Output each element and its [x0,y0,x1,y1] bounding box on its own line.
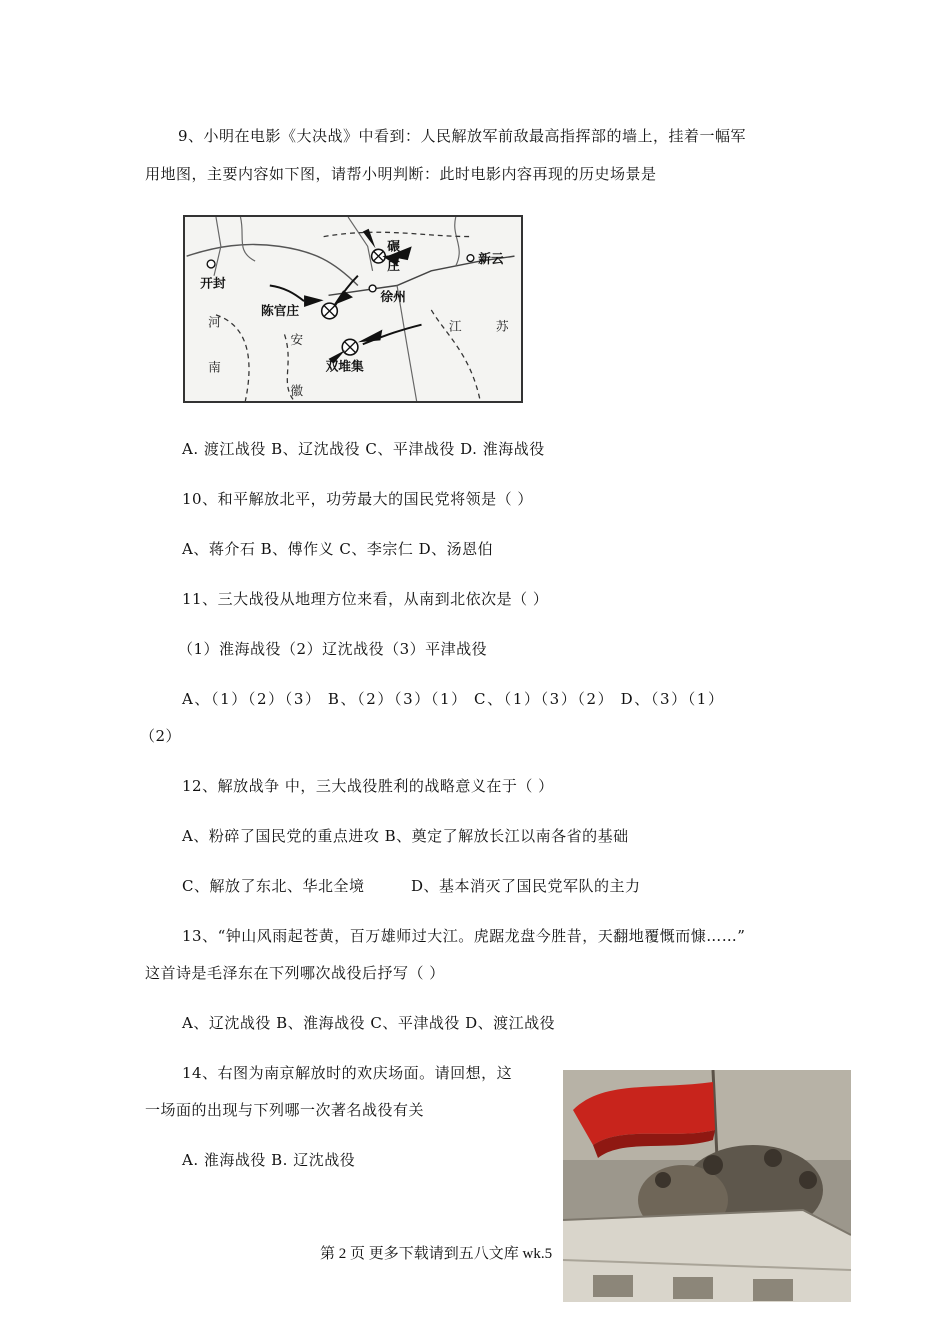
q11-options-line2: （2） [140,727,182,745]
q10-stem: 10、和平解放北平，功劳最大的国民党将领是（ ） [182,490,533,508]
q14-stem-line1: 14、右图为南京解放时的欢庆场面。请回想，这 [182,1064,513,1082]
map-label-nianzhuang-2: 庄 [387,257,400,273]
map-label-nan: 南 [208,359,221,375]
q9-stem-line2: 用地图，主要内容如下图，请帮小明判断：此时电影内容再现的历史场景是 [145,165,657,183]
map-label-kaifeng: 开封 [200,275,226,291]
q12-stem: 12、解放战争 中，三大战役胜利的战略意义在于（ ） [182,777,554,795]
q13-stem-line2: 这首诗是毛泽东在下列哪次战役后抒写（ ） [145,964,445,982]
q13-options: A、辽沈战役 B、淮海战役 C、平津战役 D、渡江战役 [182,1014,556,1032]
map-label-an: 安 [290,332,304,348]
nanjing-liberation-photo [563,1070,851,1302]
map-label-jiang: 江 [448,318,462,334]
q11-items: （1）淮海战役（2）辽沈战役（3）平津战役 [178,640,488,658]
map-label-xinanyun: 新云 [478,251,504,266]
q11-stem: 11、三大战役从地理方位来看，从南到北依次是（ ） [182,590,549,608]
map-label-he: 河 [208,314,221,330]
q9-options: A. 渡江战役 B、辽沈战役 C、平津战役 D. 淮海战役 [182,440,545,458]
map-label-chenguanzhuang: 陈官庄 [261,302,300,318]
q12-options-line1: A、粉碎了国民党的重点进攻 B、奠定了解放长江以南各省的基础 [182,827,629,845]
map-label-su: 苏 [495,318,509,334]
q14-stem-line2: 一场面的出现与下列哪一次著名战役有关 [145,1101,425,1119]
map-label-xuzhou: 徐州 [380,289,406,305]
q9-stem-line1: 9、小明在电影《大决战》中看到：人民解放军前敌最高指挥部的墙上，挂着一幅军 [178,127,747,145]
q11-options-line1: A、（1）（2）（3） B、（2）（3）（1） C、（1）（3）（2） D、（3）（1） [182,690,725,708]
q14-options: A. 淮海战役 B. 辽沈战役 [182,1151,356,1169]
q10-options: A、蒋介石 B、傅作义 C、李宗仁 D、汤恩伯 [182,540,494,558]
map-label-nianzhuang-1: 碾 [387,238,400,254]
map-label-hui: 徽 [290,383,304,399]
q13-stem-line1: 13、“钟山风雨起苍黄，百万雄师过大江。虎踞龙盘今胜昔，天翻地覆慨而慷……” [182,927,746,945]
page-footer: 第 2 页 更多下载请到五八文库 wk.5 [320,1246,553,1262]
map-label-shuangduiji: 双堆集 [325,358,364,374]
huaihai-campaign-map [183,215,523,403]
q12-options-line2: C、解放了东北、华北全境 D、基本消灭了国民党军队的主力 [182,877,641,895]
